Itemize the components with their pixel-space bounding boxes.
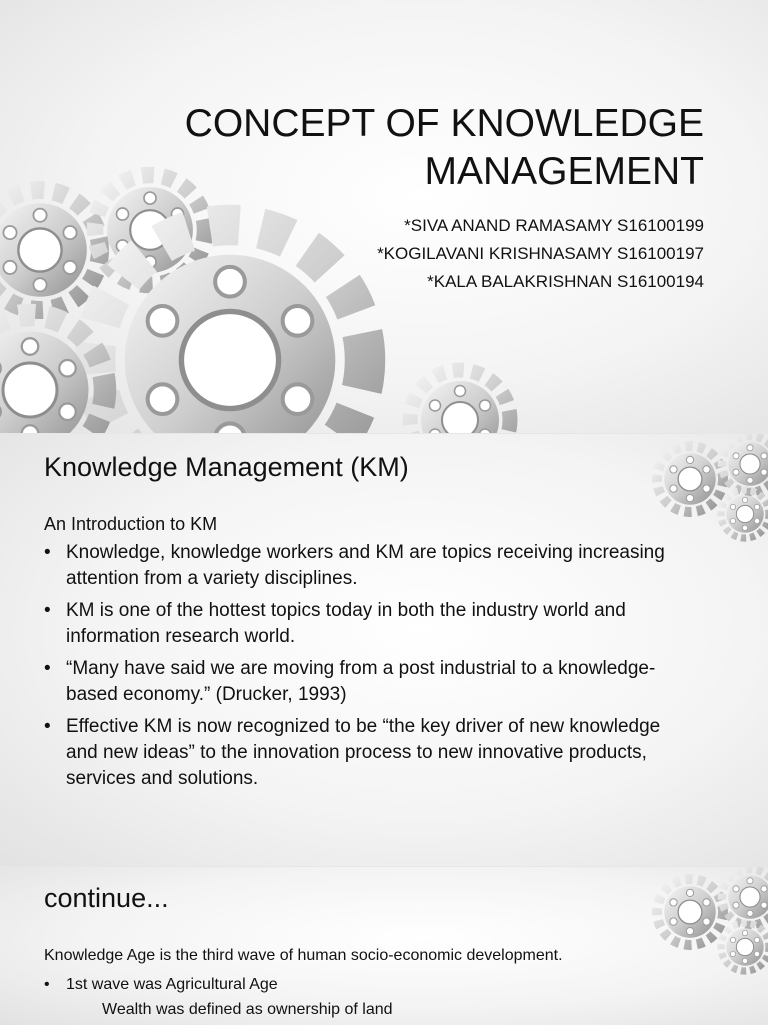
presentation-title bbox=[104, 100, 704, 196]
authors bbox=[377, 212, 704, 296]
slide-subtitle: An Introduction to KM bbox=[44, 514, 218, 534]
gear-icon bbox=[620, 434, 768, 534]
title-line-1: CONCEPT OF KNOWLEDGE bbox=[184, 102, 704, 145]
author-1: *SIVA ANAND RAMASAMY S16100199 bbox=[404, 216, 704, 235]
list-item: • KM is one of the hottest topics today in both the industry world and information research world. bbox=[44, 598, 694, 650]
bullet-list bbox=[44, 973, 278, 997]
bullet-list bbox=[44, 540, 694, 798]
list-item: • Knowledge, knowledge workers and KM are topics receiving increasing attention from a variety disciplines. bbox=[44, 540, 694, 592]
author-2: *KOGILAVANI KRISHNASAMY S16100197 bbox=[377, 244, 704, 263]
gear-icon bbox=[620, 867, 768, 967]
list-item: • 1st wave was Agricultural Age bbox=[44, 973, 278, 997]
list-item: • Effective KM is now recognized to be “the key driver of new knowledge and new ideas” to the innovation process to new innovative products, services and solutions. bbox=[44, 714, 694, 792]
slide-intro: Knowledge Age is the third wave of human socio-economic development. bbox=[44, 947, 563, 964]
slide-title: continue... bbox=[44, 883, 169, 913]
slide-title: Knowledge Management (KM) bbox=[44, 452, 409, 482]
title-line-2: MANAGEMENT bbox=[424, 150, 704, 193]
list-item: • “Many have said we are moving from a post industrial to a knowledge-based economy.” (Drucker, 1993) bbox=[44, 656, 694, 708]
km-intro-slide bbox=[0, 433, 768, 867]
title-slide bbox=[0, 0, 768, 433]
author-3: *KALA BALAKRISHNAN S16100194 bbox=[427, 272, 704, 291]
sub-item: Wealth was defined as ownership of land bbox=[102, 1001, 393, 1018]
continue-slide bbox=[0, 866, 768, 1025]
